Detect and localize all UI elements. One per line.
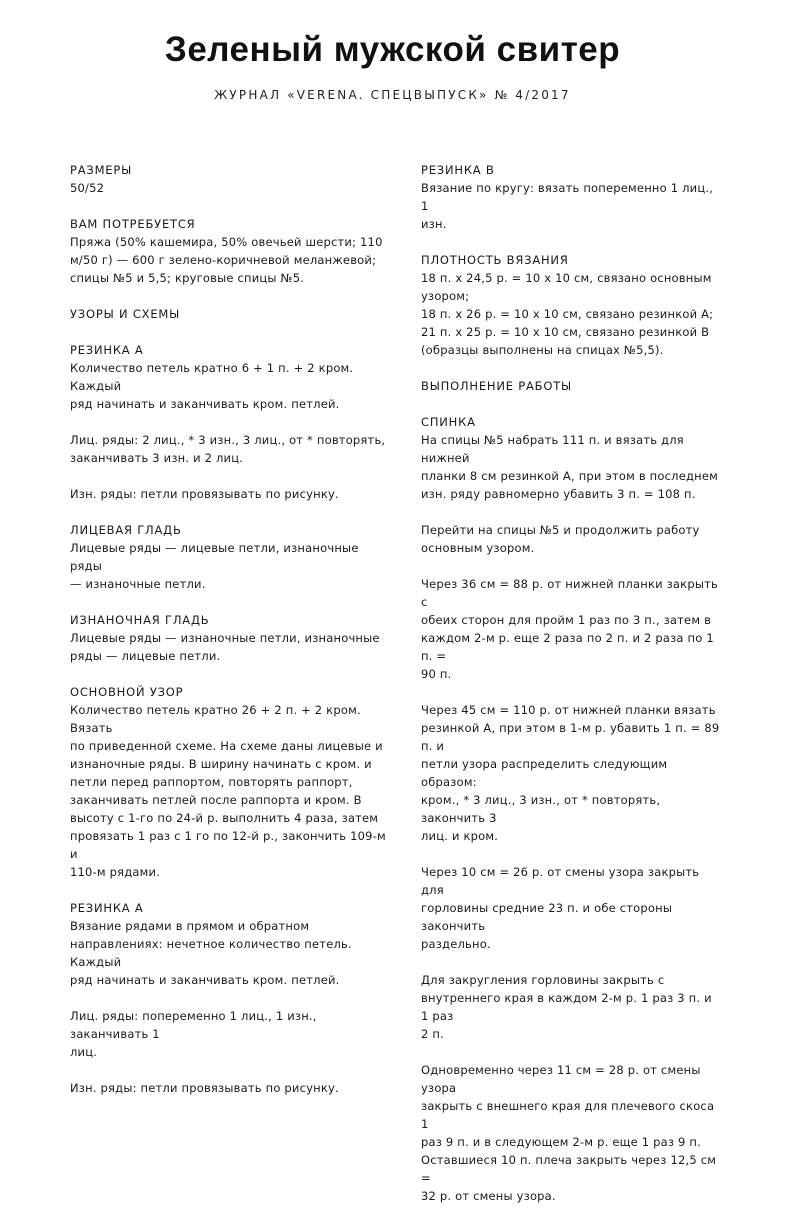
text-section: [421, 251, 721, 359]
body-text-line: Вязание по кругу: вязать попеременно 1 лиц., 1: [421, 181, 714, 213]
body-text-line: обеих сторон для пройм 1 раз по 3 п., затем в: [421, 613, 712, 627]
text-section: [421, 161, 721, 233]
section-heading: ИЗНАНОЧНАЯ ГЛАДЬ: [70, 613, 210, 627]
body-text-line: Изн. ряды: петли провязывать по рисунку.: [70, 1081, 339, 1095]
body-text-line: 2 п.: [421, 1027, 444, 1041]
body-text-line: резинкой А, при этом в 1-м р. убавить 1 п. = 89 п. и: [421, 721, 720, 753]
body-text-line: Через 45 см = 110 р. от нижней планки вязать: [421, 703, 716, 717]
body-text-line: На спицы №5 набрать 111 п. и вязать для нижней: [421, 433, 684, 465]
body-text-line: внутреннего края в каждом 2-м р. 1 раз 3 п. и 1 раз: [421, 991, 712, 1023]
body-text-line: провязать 1 раз с 1 го по 12-й р., закончить 109-м и: [70, 829, 386, 861]
body-text-line: 18 п. х 26 р. = 10 х 10 см, связано резинкой А;: [421, 307, 714, 321]
body-text-line: (образцы выполнены на спицах №5,5).: [421, 343, 664, 357]
body-text-line: Вязание рядами в прямом и обратном: [70, 919, 310, 933]
text-section: [421, 971, 721, 1043]
body-text-line: петли перед раппортом, повторять раппорт,: [70, 775, 353, 789]
body-text-line: планки 8 см резинкой А, при этом в последнем: [421, 469, 718, 483]
text-section: [421, 1061, 721, 1205]
section-heading: УЗОРЫ И СХЕМЫ: [70, 307, 181, 321]
section-heading: СПИНКА: [421, 415, 476, 429]
body-text-line: изн.: [421, 217, 447, 231]
body-text-line: Для закругления горловины закрыть с: [421, 973, 665, 987]
text-section: [421, 863, 721, 953]
body-text-line: изнаночные ряды. В ширину начинать с кром. и: [70, 757, 372, 771]
text-section: [421, 413, 721, 503]
section-heading: РЕЗИНКА В: [421, 163, 495, 177]
body-text-line: Одновременно через 11 см = 28 р. от смены узора: [421, 1063, 701, 1095]
section-heading: ЛИЦЕВАЯ ГЛАДЬ: [70, 523, 182, 537]
body-text-line: Количество петель кратно 26 + 2 п. + 2 кром. Вязать: [70, 703, 361, 735]
body-text-line: — изнаночные петли.: [70, 577, 206, 591]
section-heading: ВЫПОЛНЕНИЕ РАБОТЫ: [421, 379, 572, 393]
body-text-line: Лиц. ряды: попеременно 1 лиц., 1 изн., заканчивать 1: [70, 1009, 317, 1041]
body-text-line: изн. ряду равномерно убавить 3 п. = 108 п.: [421, 487, 696, 501]
body-text-line: высоту с 1-го по 24-й р. выполнить 4 раза, затем: [70, 811, 379, 825]
body-text-line: основным узором.: [421, 541, 535, 555]
body-text-line: Изн. ряды: петли провязывать по рисунку.: [70, 487, 339, 501]
section-heading: ОСНОВНОЙ УЗОР: [70, 685, 184, 699]
text-section: [70, 521, 388, 593]
body-text-line: Лицевые ряды — лицевые петли, изнаночные ряды: [70, 541, 359, 573]
body-text-line: 21 п. х 25 р. = 10 х 10 см, связано резинкой В: [421, 325, 710, 339]
section-heading: РЕЗИНКА А: [70, 343, 144, 357]
body-text-line: лиц.: [70, 1045, 98, 1059]
text-section: [70, 431, 388, 467]
body-text-line: м/50 г) — 600 г зелено-коричневой меланжевой;: [70, 253, 377, 267]
text-section: [70, 1079, 388, 1097]
body-text-line: Через 36 см = 88 р. от нижней планки закрыть с: [421, 577, 718, 609]
body-text-line: каждом 2-м р. еще 2 раза по 2 п. и 2 раза по 1 п. =: [421, 631, 714, 663]
body-text-line: узором;: [421, 289, 470, 303]
body-text-line: Лиц. ряды: 2 лиц., * 3 изн., 3 лиц., от * повторять,: [70, 433, 386, 447]
text-section: [70, 1007, 388, 1061]
page-subtitle: ЖУРНАЛ «VERENA. СПЕЦВЫПУСК» № 4/2017: [214, 88, 571, 102]
body-text-line: ряд начинать и заканчивать кром. петлей.: [70, 397, 340, 411]
body-text-line: 50/52: [70, 181, 105, 195]
text-section: [421, 701, 721, 845]
text-section: [421, 377, 721, 395]
text-section: [70, 683, 388, 881]
body-text-line: Пряжа (50% кашемира, 50% овечьей шерсти; 110: [70, 235, 383, 249]
body-text-line: лиц. и кром.: [421, 829, 499, 843]
text-section: [70, 161, 388, 197]
body-text-line: раз 9 п. и в следующем 2-м р. еще 1 раз 9 п.: [421, 1135, 701, 1149]
body-text-line: Через 10 см = 26 р. от смены узора закрыть для: [421, 865, 700, 897]
section-heading: РАЗМЕРЫ: [70, 163, 133, 177]
text-section: [70, 485, 388, 503]
section-heading: ВАМ ПОТРЕБУЕТСЯ: [70, 217, 196, 231]
body-text-line: по приведенной схеме. На схеме даны лицевые и: [70, 739, 383, 753]
body-text-line: спицы №5 и 5,5; круговые спицы №5.: [70, 271, 305, 285]
body-text-line: кром., * 3 лиц., 3 изн., от * повторять, закончить 3: [421, 793, 661, 825]
text-section: [421, 521, 721, 557]
body-text-line: 18 п. х 24,5 р. = 10 х 10 см, связано основным: [421, 271, 712, 285]
body-text-line: раздельно.: [421, 937, 491, 951]
text-section: [70, 215, 388, 287]
text-section: [70, 899, 388, 989]
page-title: Зеленый мужской свитер: [164, 30, 621, 69]
text-section: [70, 611, 388, 665]
body-text-line: 32 р. от смены узора.: [421, 1189, 556, 1203]
left-column: [70, 161, 388, 1115]
body-text-line: 90 п.: [421, 667, 452, 681]
body-text-line: петли узора распределить следующим образом:: [421, 757, 668, 789]
body-text-line: Оставшиеся 10 п. плеча закрыть через 12,5 см =: [421, 1153, 717, 1185]
body-text-line: Количество петель кратно 6 + 1 п. + 2 кром. Каждый: [70, 361, 354, 393]
section-heading: ПЛОТНОСТЬ ВЯЗАНИЯ: [421, 253, 569, 267]
body-text-line: 110-м рядами.: [70, 865, 161, 879]
text-section: [70, 341, 388, 413]
body-text-line: закрыть с внешнего края для плечевого скоса 1: [421, 1099, 715, 1131]
right-column: [421, 161, 721, 1223]
body-text-line: направлениях: нечетное количество петель. Каждый: [70, 937, 352, 969]
body-text-line: ряды — лицевые петли.: [70, 649, 221, 663]
body-text-line: заканчивать 3 изн. и 2 лиц.: [70, 451, 244, 465]
body-text-line: Перейти на спицы №5 и продолжить работу: [421, 523, 700, 537]
body-text-line: горловины средние 23 п. и обе стороны закончить: [421, 901, 673, 933]
text-section: [421, 575, 721, 683]
section-heading: РЕЗИНКА А: [70, 901, 144, 915]
body-text-line: ряд начинать и заканчивать кром. петлей.: [70, 973, 340, 987]
body-text-line: Лицевые ряды — изнаночные петли, изнаночные: [70, 631, 380, 645]
body-text-line: заканчивать петлей после раппорта и кром. В: [70, 793, 362, 807]
text-section: [70, 305, 388, 323]
